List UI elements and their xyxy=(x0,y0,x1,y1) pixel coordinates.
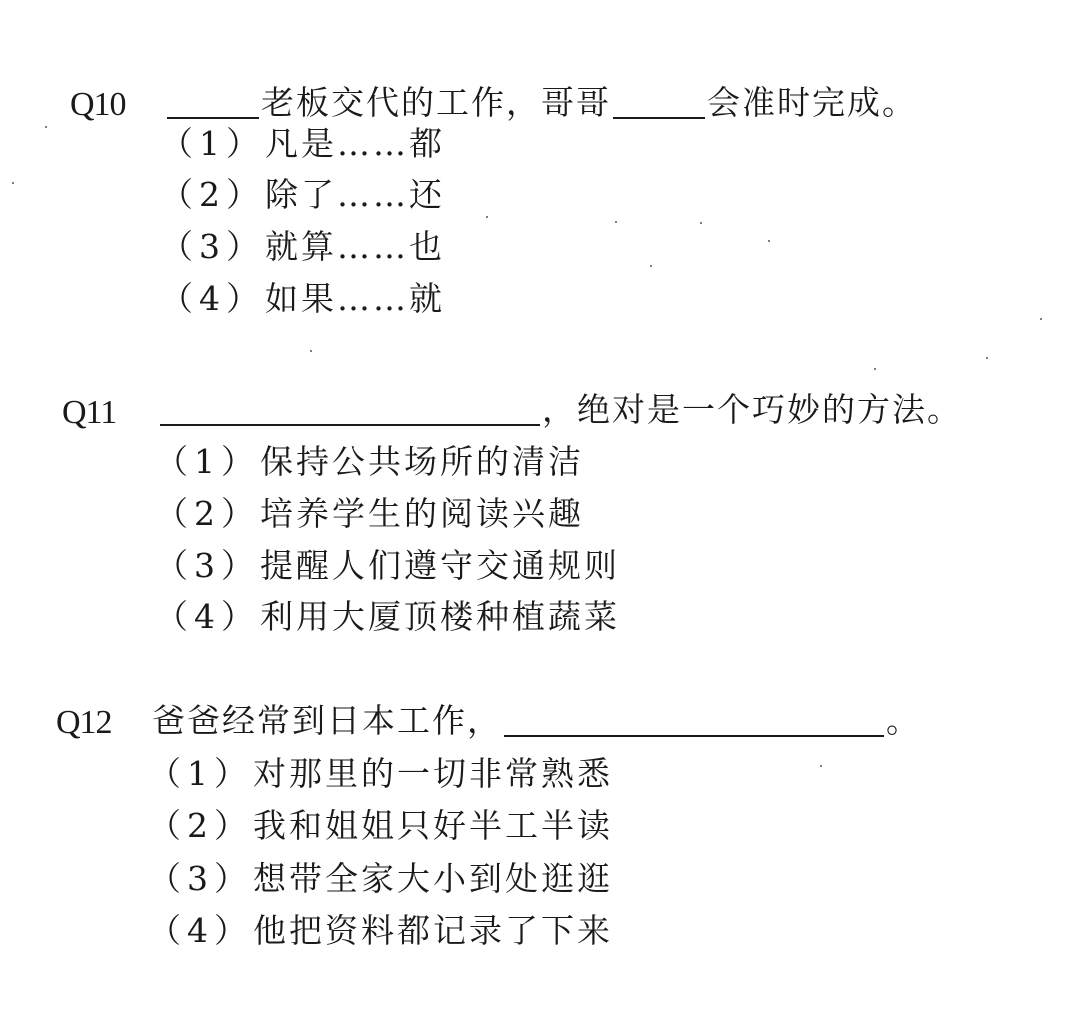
option-mark: （2） xyxy=(155,494,260,533)
question-number: Q12 xyxy=(56,704,112,741)
option-text: 利用大厦顶楼种植蔬菜 xyxy=(260,597,620,636)
question-stem xyxy=(152,701,921,740)
question-stem xyxy=(158,390,962,429)
option-text: 如果……就 xyxy=(265,279,445,318)
scan-speck xyxy=(12,182,14,184)
option-text: 除了……还 xyxy=(265,175,445,214)
option-4[interactable] xyxy=(155,597,620,636)
option-mark: （4） xyxy=(155,597,260,636)
scan-speck xyxy=(700,222,702,224)
option-3[interactable] xyxy=(160,227,445,266)
answer-blank[interactable] xyxy=(160,394,540,426)
stem-text: ，绝对是一个巧妙的方法。 xyxy=(542,390,962,429)
option-mark: （2） xyxy=(148,806,253,845)
option-text: 培养学生的阅读兴趣 xyxy=(260,494,584,533)
option-mark: （3） xyxy=(155,546,260,585)
option-text: 提醒人们遵守交通规则 xyxy=(260,546,620,585)
stem-text: 爸爸经常到日本工作， xyxy=(152,701,502,740)
scan-speck xyxy=(820,765,822,767)
option-2[interactable] xyxy=(148,806,613,845)
question-number: Q11 xyxy=(62,394,117,431)
option-2[interactable] xyxy=(160,175,445,214)
option-text: 凡是……都 xyxy=(265,124,445,163)
option-mark: （1） xyxy=(160,124,265,163)
scan-speck xyxy=(768,240,770,242)
answer-blank[interactable] xyxy=(167,87,259,119)
scan-speck xyxy=(45,126,47,128)
option-mark: （2） xyxy=(160,175,265,214)
option-1[interactable] xyxy=(155,442,584,481)
option-text: 想带全家大小到处逛逛 xyxy=(253,859,613,898)
answer-blank[interactable] xyxy=(504,705,884,737)
option-mark: （1） xyxy=(148,754,253,793)
option-3[interactable] xyxy=(155,546,620,585)
option-mark: （3） xyxy=(160,227,265,266)
answer-blank[interactable] xyxy=(613,87,705,119)
option-1[interactable] xyxy=(160,124,445,163)
scan-speck xyxy=(1040,318,1042,320)
option-2[interactable] xyxy=(155,494,584,533)
scan-speck xyxy=(650,265,652,267)
option-text: 他把资料都记录了下来 xyxy=(253,911,613,950)
option-mark: （4） xyxy=(148,911,253,950)
option-mark: （1） xyxy=(155,442,260,481)
question-stem xyxy=(165,83,917,122)
option-4[interactable] xyxy=(148,911,613,950)
scan-speck xyxy=(986,357,988,359)
option-4[interactable] xyxy=(160,279,445,318)
option-mark: （4） xyxy=(160,279,265,318)
question-number: Q10 xyxy=(70,86,126,123)
option-3[interactable] xyxy=(148,859,613,898)
option-text: 对那里的一切非常熟悉 xyxy=(253,754,613,793)
scan-speck xyxy=(615,221,617,223)
scan-speck xyxy=(486,216,488,218)
stem-text: 老板交代的工作，哥哥 xyxy=(261,83,611,122)
scan-speck xyxy=(874,368,876,370)
scan-speck xyxy=(310,350,312,352)
stem-text: 会准时完成。 xyxy=(707,83,917,122)
option-text: 我和姐姐只好半工半读 xyxy=(253,806,613,845)
option-mark: （3） xyxy=(148,859,253,898)
option-text: 保持公共场所的清洁 xyxy=(260,442,584,481)
stem-text: 。 xyxy=(886,701,921,740)
option-text: 就算……也 xyxy=(265,227,445,266)
option-1[interactable] xyxy=(148,754,613,793)
